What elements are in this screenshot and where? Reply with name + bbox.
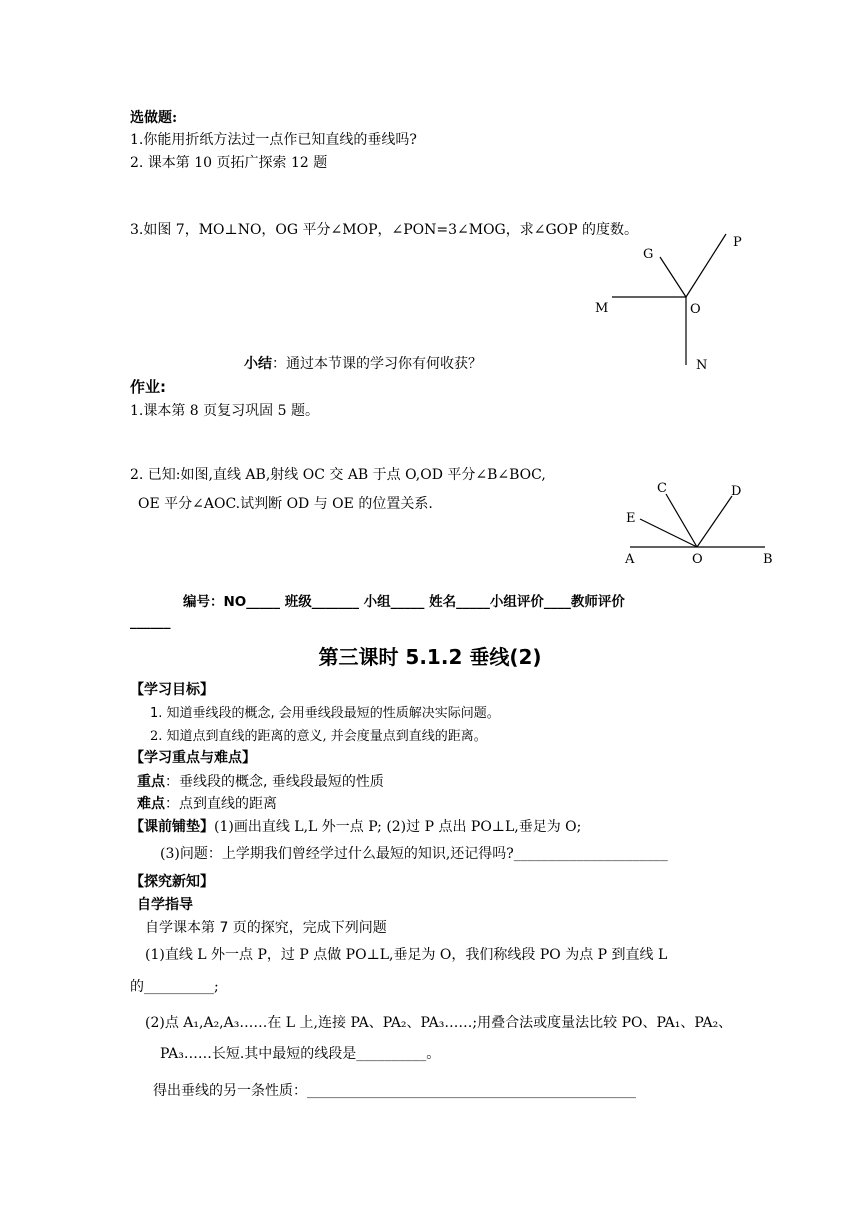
key-point-label: 重点 [137,774,165,790]
key-point-text: ：垂线段的概念, 垂线段最短的性质 [165,774,384,790]
student-info-line: 编号：NO_____ 班级_______ 小组_____ 姓名_____小组评价____教师评价 [183,594,625,610]
summary-text: ：通过本节课的学习你有何收获？ [272,356,482,372]
problem-1-line-1: (1)直线 L 外一点 P，过 P 点做 PO⊥L,垂足为 O，我们称线段 PO 为点 P 到直线 L [145,947,668,963]
problem-2-line-2: PA₃……长短.其中最短的线段是__________。 [160,1046,441,1062]
label-c: C [657,481,667,496]
label-d: D [731,484,742,499]
preparation-text: (1)画出直线 L,L 外一点 P; (2)过 P 点出 PO⊥L,垂足为 O; [214,819,582,835]
optional-heading: 选做题: [130,110,178,126]
conclusion: 得出垂线的另一条性质：_______________________________________________ [153,1083,636,1099]
goals-heading: 【学习目标】 [130,682,214,698]
preparation [130,819,581,836]
key-point [137,774,384,791]
self-study-intro: 自学课本第 7 页的探究，完成下列问题 [145,920,387,936]
label-o2: O [692,552,703,567]
optional-question-1: 1.你能用折纸方法过一点作已知直线的垂线吗? [130,132,417,148]
difficulty-text: ：点到直线的距离 [165,796,277,812]
goal-1: 1. 知道垂线段的概念, 会用垂线段最短的性质解决实际问题。 [150,706,500,721]
homework-question-1: 1.课本第 8 页复习巩固 5 题。 [130,403,319,419]
optional-question-2: 2. 课本第 10 页拓广探索 12 题 [130,155,328,171]
self-study-heading: 自学指导 [137,897,193,913]
label-o: O [690,302,701,317]
problem-1-line-2: 的__________; [130,979,219,995]
homework-question-2-line-2: OE 平分∠AOC.试判断 OD 与 OE 的位置关系. [138,496,433,512]
problem-2-line-1: (2)点 A₁,A₂,A₃……在 L 上,连接 PA、PA₂、PA₃……;用叠合法或度量法比较 PO、PA₁、PA₂、 [145,1015,733,1031]
preparation-heading: 【课前铺垫】 [130,819,214,835]
key-points-heading: 【学习重点与难点】 [130,750,256,766]
homework-heading: 作业: [130,378,166,396]
ray-od [697,496,732,547]
label-e: E [626,511,636,526]
student-info-line-continued: ______ [130,614,171,630]
summary-label: 小结 [244,356,272,372]
label-a: A [625,552,635,567]
preparation-question-3: (3)问题：上学期我们曾经学过什么最短的知识,还记得吗?______________________ [160,846,668,862]
label-n: N [696,358,708,373]
goal-2: 2. 知道点到直线的距离的意义, 并会度量点到直线的距离。 [150,729,487,744]
label-m: M [595,301,609,316]
label-b: B [763,552,773,567]
explore-heading: 【探究新知】 [130,874,214,890]
optional-question-3: 3.如图 7，MO⊥NO，OG 平分∠MOP，∠PON=3∠MOG，求∠GOP 的度数。 [130,222,638,238]
label-p: P [733,235,742,250]
lesson-title: 第三课时 5.1.2 垂线(2) [318,645,542,669]
homework-question-2-line-1: 2. 已知:如图,直线 AB,射线 OC 交 AB 于点 O,OD 平分∠B∠BOC, [130,467,546,483]
difficulty [137,796,277,813]
label-g: G [643,247,654,262]
difficulty-label: 难点 [137,796,165,812]
